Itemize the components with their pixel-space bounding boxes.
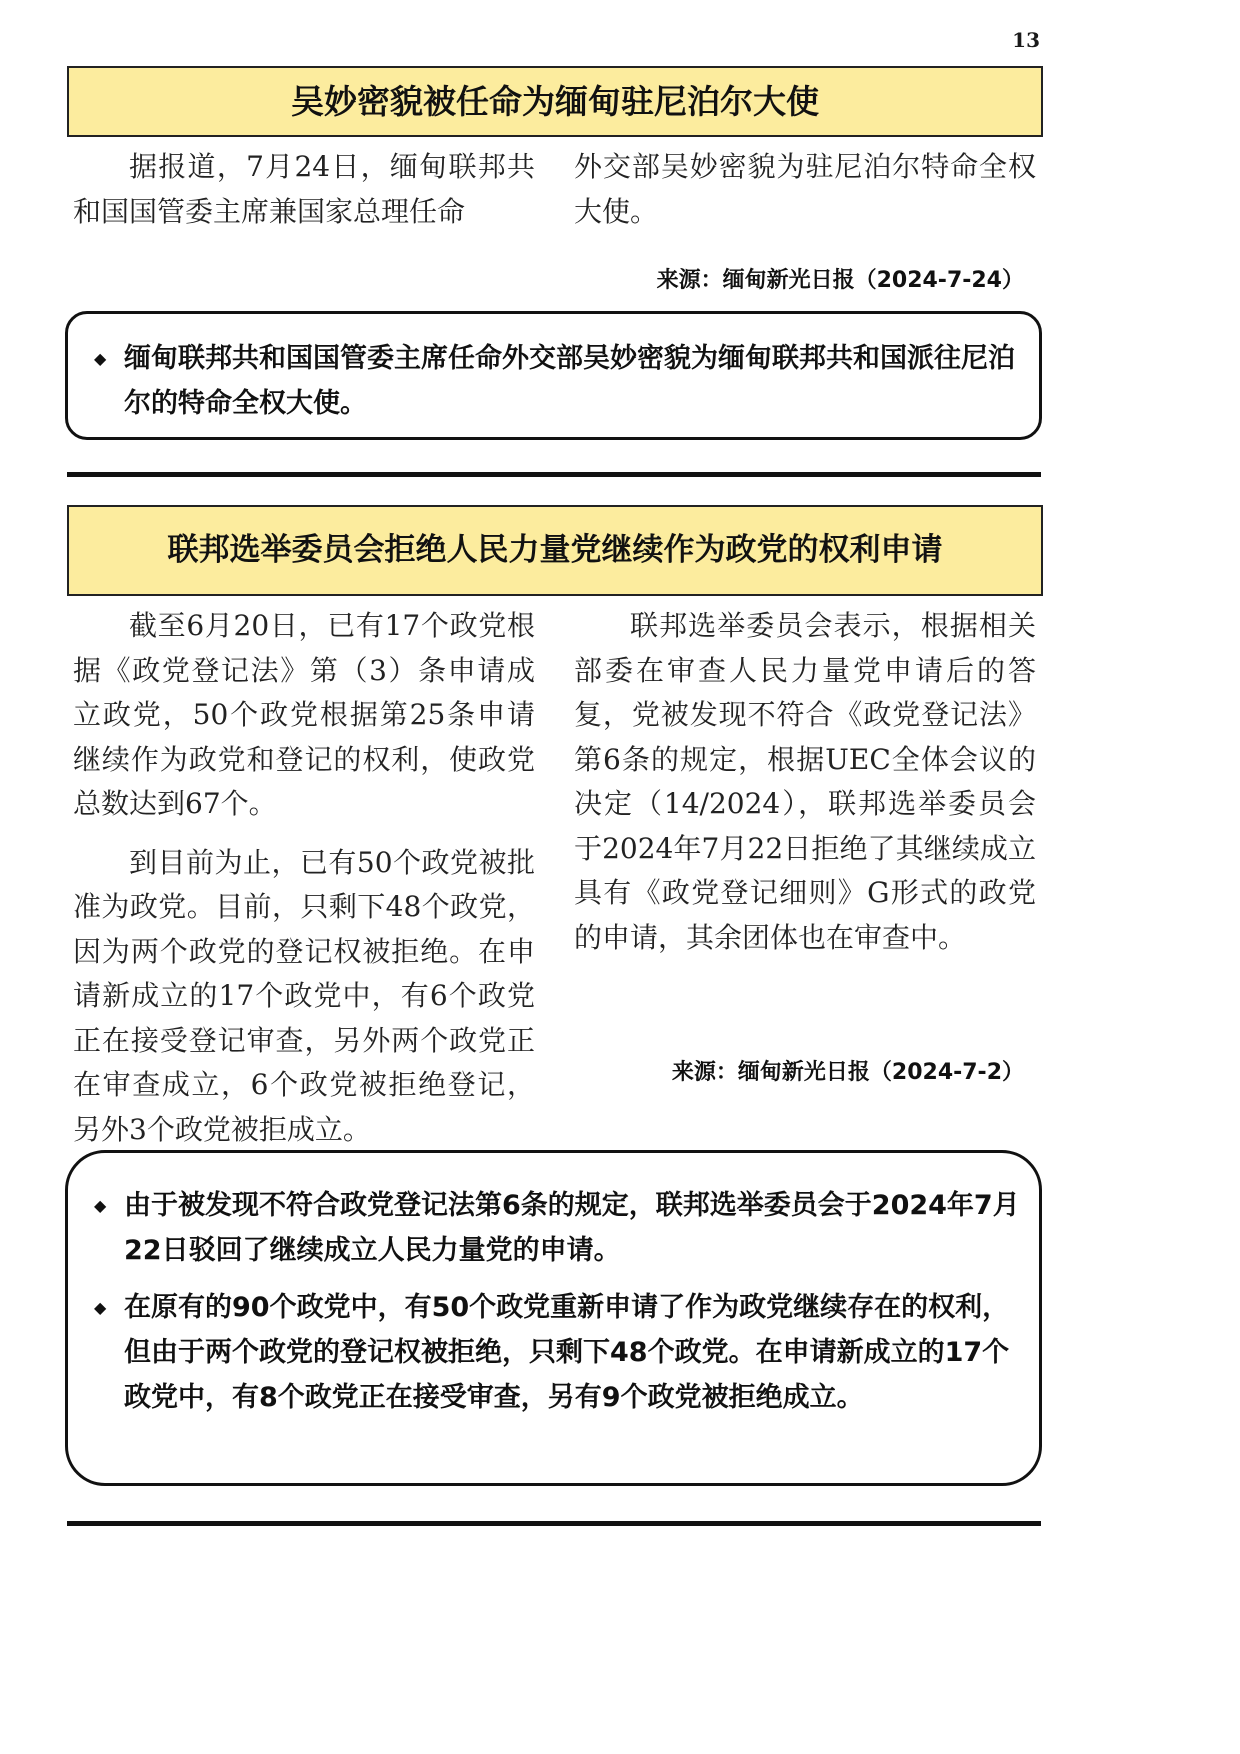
paragraph: 外交部吴妙密貌为驻尼泊尔特命全权大使。: [574, 150, 1036, 228]
article-2-left-column: [73, 604, 535, 1152]
bullet-icon: ◆: [94, 1196, 107, 1215]
summary-text: 缅甸联邦共和国国管委主席任命外交部吴妙密貌为缅甸联邦共和国派往尼泊尔的特命全权大使。: [124, 343, 1015, 419]
paragraph: 联邦选举委员会表示，根据相关部委在审查人民力量党申请后的答复，党被发现不符合《政党登记法》第6条的规定，根据UEC全体会议的决定（14/2024），联邦选举委员会于2024年7月22日拒绝了其继续成立具有《政党登记细则》G形式的政党的申请，其余团体也在审查中。: [574, 609, 1036, 954]
bullet-icon: ◆: [94, 1298, 107, 1317]
summary-item: [82, 1285, 1025, 1420]
article-1-source: 来源：缅甸新光日报（2024-7-24）: [656, 268, 1024, 293]
article-1-summary-box: [65, 311, 1042, 440]
section-divider: [67, 472, 1041, 477]
article-2-right-column: [574, 604, 1036, 960]
summary-text: 在原有的90个政党中，有50个政党重新申请了作为政党继续存在的权利，但由于两个政党的登记权被拒绝，只剩下48个政党。在申请新成立的17个政党中，有8个政党正在接受审查，另有9个政党被拒绝成立。: [124, 1292, 1010, 1413]
summary-item: [82, 336, 1025, 426]
paragraph: 到目前为止，已有50个政党被批准为政党。目前，只剩下48个政党，因为两个政党的登记权被拒绝。在申请新成立的17个政党中，有6个政党正在接受登记审查，另外两个政党正在审查成立，6个政党被拒绝登记，另外3个政党被拒成立。: [73, 845, 535, 1146]
paragraph: 据报道，7月24日，缅甸联邦共和国国管委主席兼国家总理任命: [73, 150, 535, 228]
article-2-summary-box: [65, 1150, 1042, 1486]
article-1-right-column: [574, 145, 1036, 234]
summary-list: [82, 336, 1025, 426]
article-2-title: 联邦选举委员会拒绝人民力量党继续作为政党的权利申请: [67, 505, 1043, 596]
article-1-title: 吴妙密貌被任命为缅甸驻尼泊尔大使: [67, 66, 1043, 137]
article-2-source: 来源：缅甸新光日报（2024-7-2）: [671, 1060, 1024, 1085]
section-divider: [67, 1521, 1041, 1526]
summary-item: [82, 1183, 1025, 1273]
article-1-left-column: [73, 145, 535, 234]
bullet-icon: ◆: [94, 349, 107, 368]
paragraph: 截至6月20日，已有17个政党根据《政党登记法》第（3）条申请成立政党，50个政党根据第25条申请继续作为政党和登记的权利，使政党总数达到67个。: [73, 609, 535, 820]
page-number: 13: [1012, 28, 1040, 52]
summary-list: [82, 1183, 1025, 1420]
summary-text: 由于被发现不符合政党登记法第6条的规定，联邦选举委员会于2024年7月22日驳回了继续成立人民力量党的申请。: [124, 1190, 1020, 1266]
